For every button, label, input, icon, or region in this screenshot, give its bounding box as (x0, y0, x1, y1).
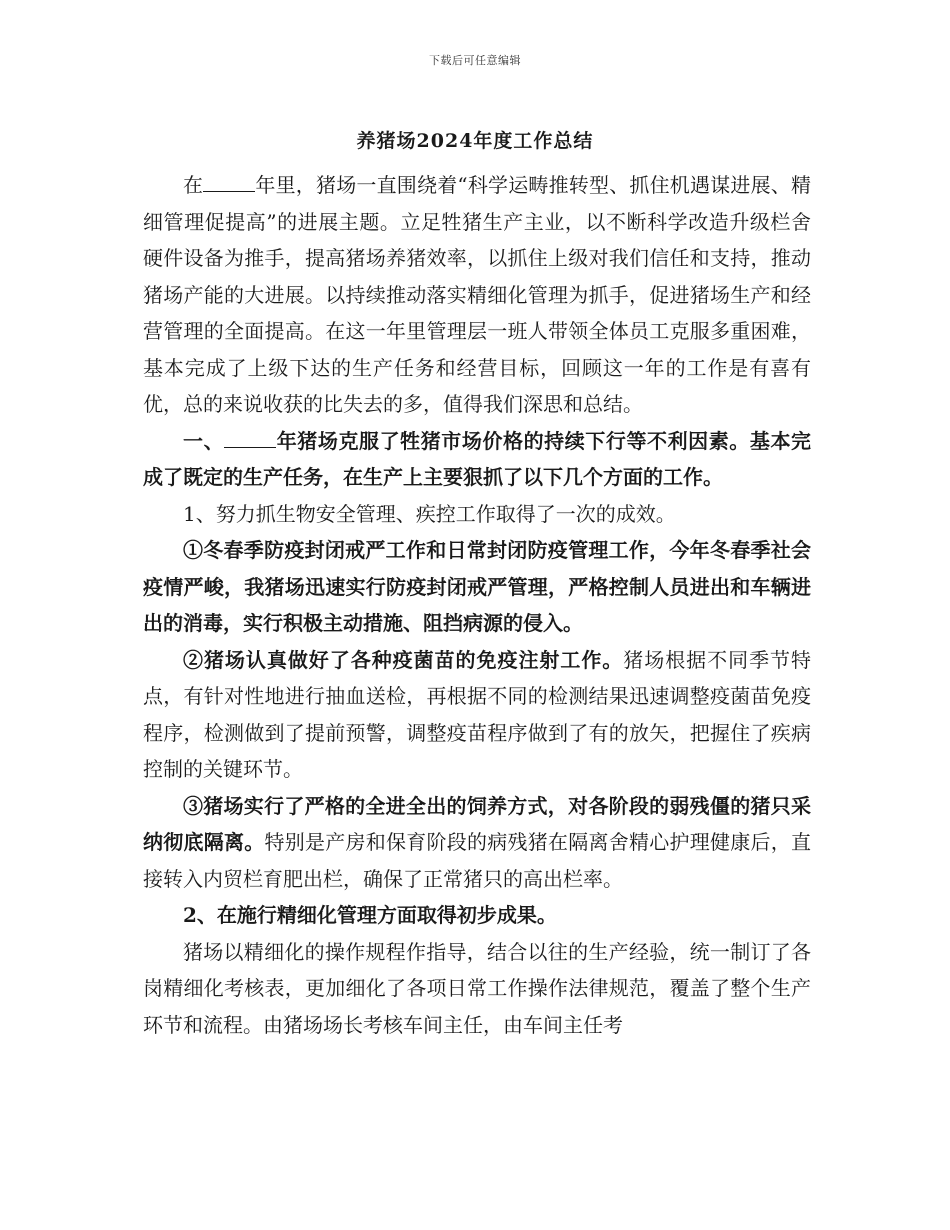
point-two-paragraph (143, 642, 811, 788)
item-two-paragraph: 猪场以精细化的操作规程作指导，结合以往的生产经验，统一制订了各岗精细化考核表，更加细化了各项日常工作操作法律规范，覆盖了整个生产环节和流程。由猪场场长考核车间主任，由车间主任考 (143, 939, 811, 1037)
item-two-heading: 2、在施行精细化管理方面取得初步成果。 (183, 903, 557, 927)
intro-paragraph (143, 167, 811, 423)
point-one-paragraph: ①冬春季防疫封闭戒严工作和日常封闭防疫管理工作，今年冬春季社会疫情严峻，我猪场迅速实行防疫封闭戒严管理，严格控制人员进出和车辆进出的消毒，实行积极主动措施、阻挡病源的侵入。 (143, 538, 811, 635)
point-two-text: 猪场根据不同季节特点，有针对性地进行抽血送检，再根据不同的检测结果迅速调整疫菌苗免疫程序，检测做到了提前预警，调整疫苗程序做到了有的放矢，把握住了疾病控制的关键环节。 (143, 647, 812, 781)
year-blank (203, 169, 255, 192)
intro-prefix: 在 (183, 173, 204, 197)
section-one-prefix: 一、 (183, 428, 225, 453)
header-note: 下载后可任意编辑 (429, 54, 521, 67)
intro-text: 年里，猪场一直围绕着“科学运畴推转型、抓住机遇谋进展、精细管理促提高”的进展主题。立足牲猪生产主业，以不断科学改造升级栏舍硬件设备为推手，提高猪场养猪效率，以抓住上级对我们信任和支持，推动猪场产能的大进展。以持续推动落实精细化管理为抓手，促进猪场生产和经营管理的全面提高。在这一年里管理层一班人带领全体员工克服多重困难，基本完成了上级下达的生产任务和经营目标，回顾这一年的工作是有喜有优，总的来说收获的比失去的多，值得我们深思和总结。 (143, 173, 811, 416)
section-one-text: 年猪场克服了牲猪市场价格的持续下行等不利因素。基本完成了既定的生产任务，在生产上主要狠抓了以下几个方面的工作。 (143, 428, 812, 489)
document-title: 养猪场2024年度工作总结 (356, 130, 594, 152)
point-three-paragraph (143, 788, 811, 898)
year-blank (224, 425, 276, 448)
section-one-heading (143, 423, 811, 496)
point-three-text: 特别是产房和保育阶段的病残猪在隔离舍精心护理健康后，直接转入内贸栏育肥出栏，确保了正常猪只的高出栏率。 (143, 830, 811, 891)
point-three-bold: ③猪场实行了严格的全进全出的饲养方式，对各阶段的弱残僵的猪只采纳彻底隔离。 (143, 793, 811, 854)
point-two-bold: ②猪场认真做好了各种疫菌苗的免疫注射工作。 (183, 647, 624, 672)
item-one-heading: 1、努力抓生物安全管理、疾控工作取得了一次的成效。 (183, 501, 676, 526)
document-body (143, 167, 811, 1043)
